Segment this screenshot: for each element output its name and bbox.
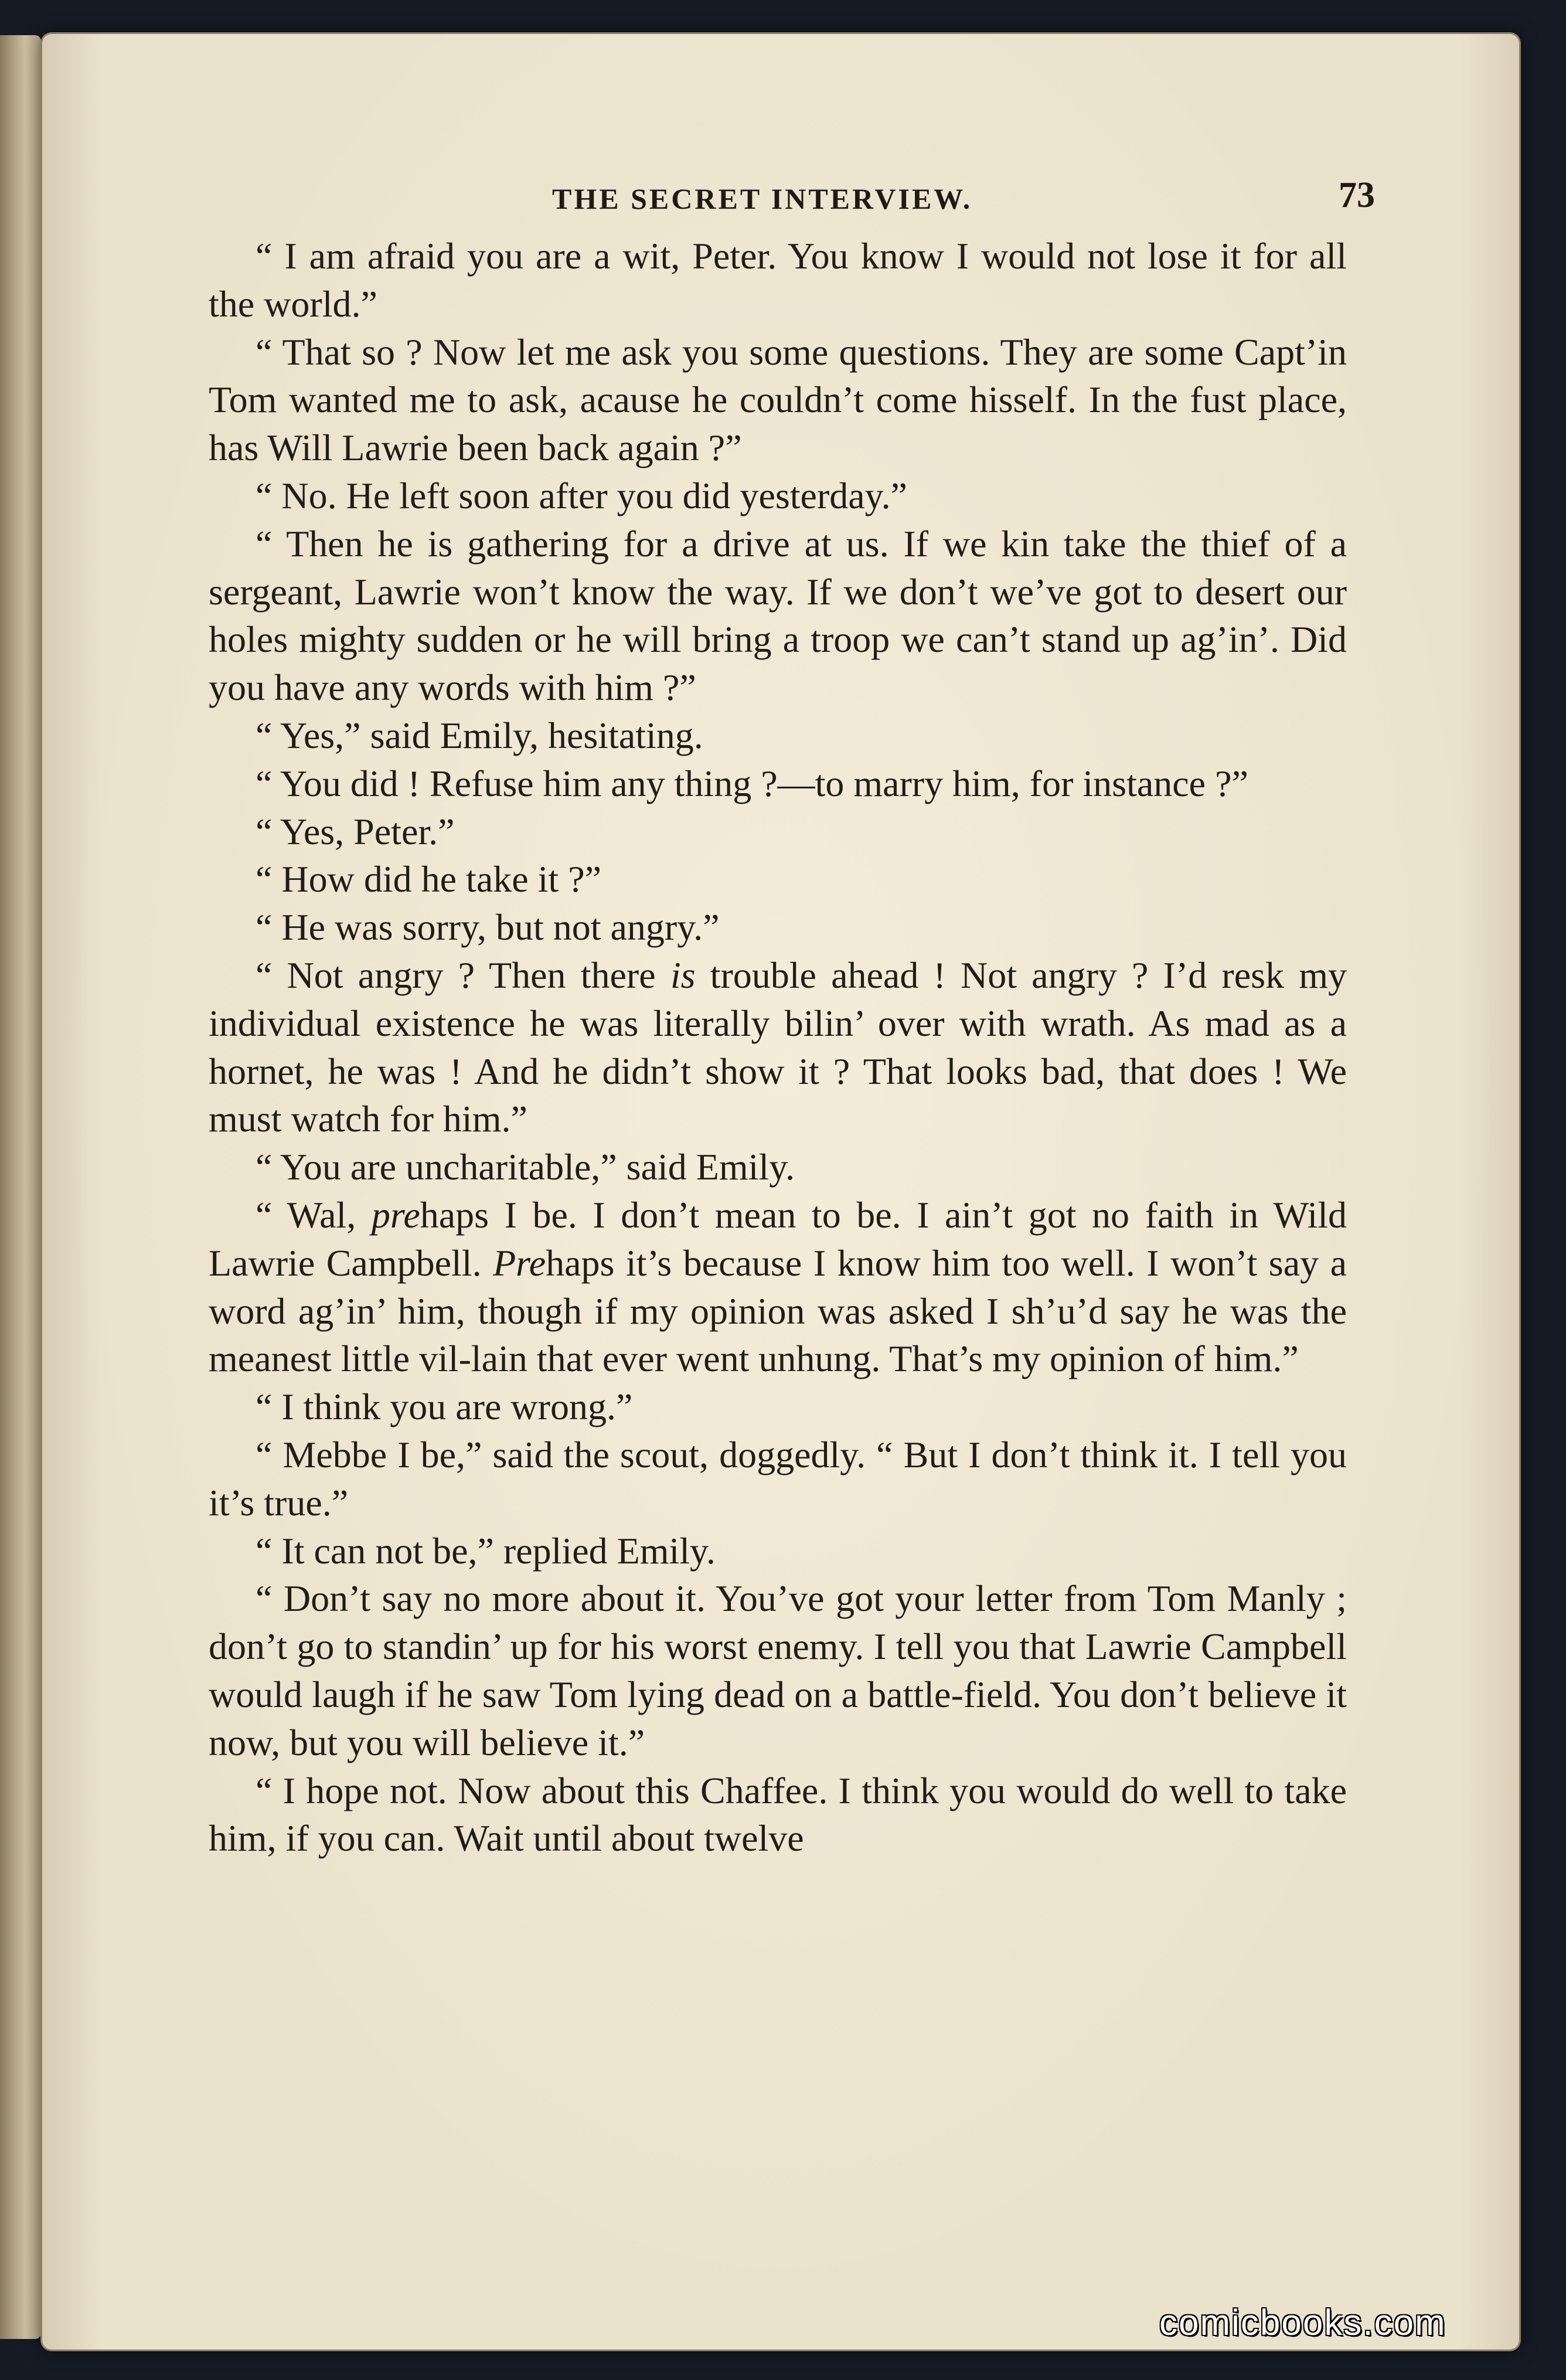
paragraph: “ I am afraid you are a wit, Peter. You know I would not lose it for all the world.” [209,235,1347,325]
text-run: “ Wal, [256,1194,372,1236]
text-run: haps it’s because I know him too well. I won’t say a word ag’in’ him, though if my opinion was asked I sh’u’d say he was the meanest little vil-lain that ever went unhung. That’s my opinion of him.” [209,1242,1347,1380]
paragraph: “ Don’t say no more about it. You’ve got your letter from Tom Manly ; don’t go to standin’ up for his worst enemy. I tell you that Lawrie Campbell would laugh if he saw Tom lying dead on a battle-field. You don’t believe it now, but you will believe it.” [209,1577,1347,1763]
paragraph: “ No. He left soon after you did yesterday.” [256,474,907,516]
paragraph: “ You are uncharitable,” said Emily. [256,1146,795,1188]
paragraph: “ It can not be,” replied Emily. [256,1529,716,1572]
text-run: trouble ahead ! Not angry ? I’d resk my individual existence he was literally bilin’ over with wrath. As mad as a hornet, he was ! And he didn’t show it ? That looks bad, that does ! We must watch for him.” [209,954,1347,1140]
paragraph: “ That so ? Now let me ask you some questions. They are some Capt’in Tom wanted me to ask, acause he couldn’t come hisself. In the fust place, has Will Lawrie been back again ?” [209,331,1347,469]
page-number: 73 [1339,175,1375,215]
emphasis: Pre [493,1242,546,1284]
paragraph: “ He was sorry, but not angry.” [256,906,720,948]
paragraph [209,951,1347,1143]
emphasis: is [670,954,696,996]
paragraph: “ You did ! Refuse him any thing ?—to marry him, for instance ?” [256,762,1248,804]
text-run: haps I be. I don’t mean to be. I ain’t got no faith in Wild Lawrie Campbell. [209,1194,1347,1284]
paragraph: “ Then he is gathering for a drive at us. If we kin take the thief of a sergeant, Lawrie won’t know the way. If we don’t we’ve got to desert our holes mighty sudden or he will bring a troop we can’t stand up ag’in’. Did you have any words with him ?” [209,522,1347,709]
paragraph: “ Mebbe I be,” said the scout, doggedly. “ But I don’t think it. I tell you it’s true.” [209,1433,1347,1524]
watermark: comicbooks.com [1159,2303,1446,2343]
emphasis: pre [371,1194,420,1236]
paragraph: “ I think you are wrong.” [256,1386,633,1428]
paragraph: “ I hope not. Now about this Chaffee. I think you would do well to take him, if you can. Wait until about twelve [209,1769,1347,1859]
adjacent-page-edge [0,35,41,2339]
paragraph: “ How did he take it ?” [256,858,601,900]
paragraph: “ Yes, Peter.” [256,810,455,852]
body-text [209,232,1347,1862]
running-head: THE SECRET INTERVIEW. [552,182,973,215]
text-run: “ Not angry ? Then there [256,954,670,996]
paragraph: “ Yes,” said Emily, hesitating. [256,714,703,756]
paragraph [209,1191,1347,1383]
